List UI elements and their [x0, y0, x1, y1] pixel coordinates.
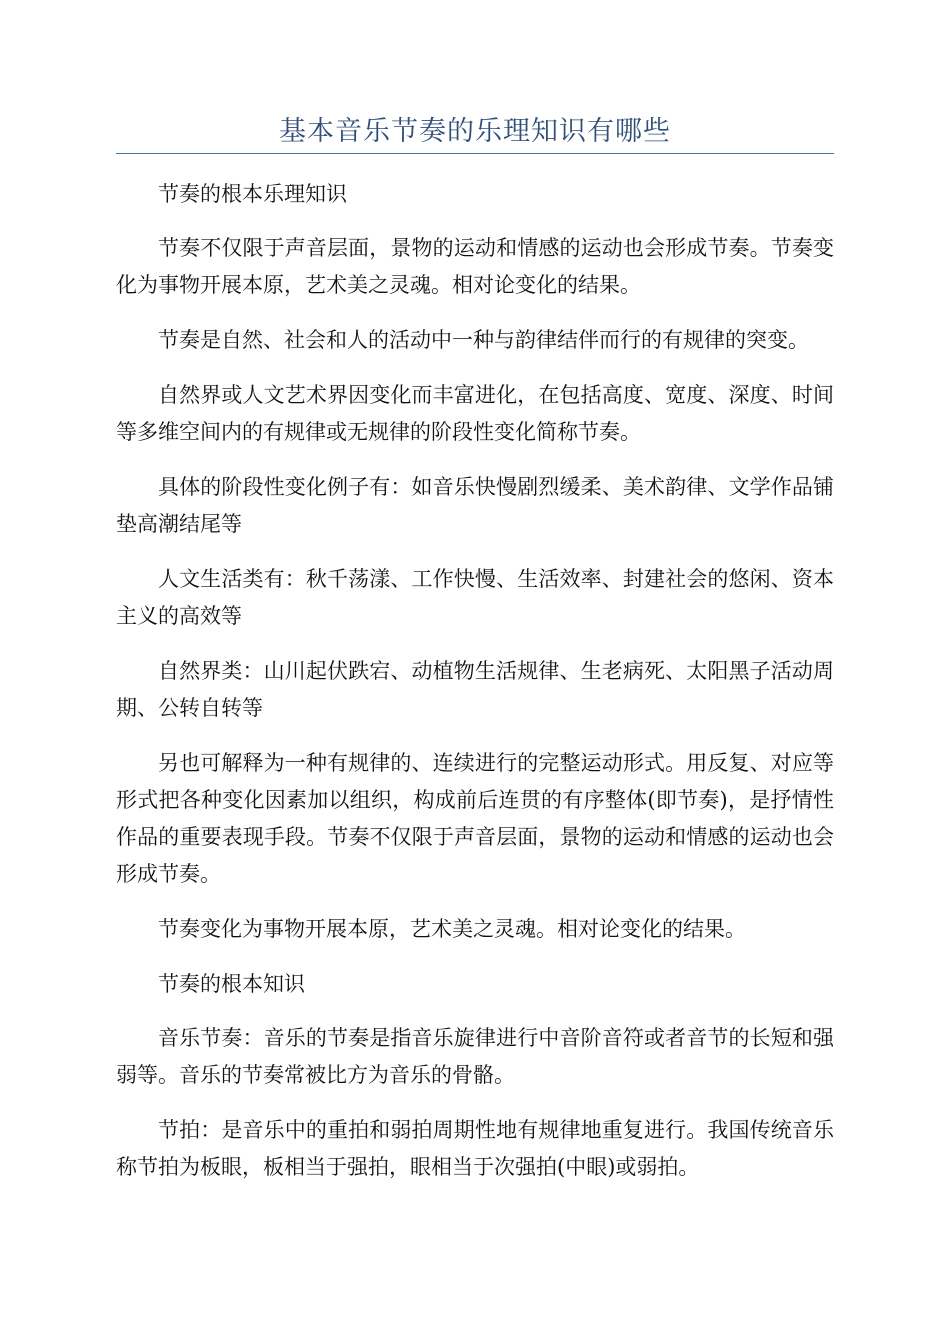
paragraph: 节拍：是音乐中的重拍和弱拍周期性地有规律地重复进行。我国传统音乐称节拍为板眼，板相当于强拍，眼相当于次强拍(中眼)或弱拍。	[116, 1118, 834, 1179]
paragraph: 另也可解释为一种有规律的、连续进行的完整运动形式。用反复、对应等形式把各种变化因素加以组织，构成前后连贯的有序整体(即节奏)，是抒情性作品的重要表现手段。节奏不仅限于声音层面，景物的运动和情感的运动也会形成节奏。	[116, 751, 834, 886]
paragraph: 节奏是自然、社会和人的活动中一种与韵律结伴而行的有规律的突变。	[158, 328, 809, 352]
paragraph: 节奏不仅限于声音层面，景物的运动和情感的运动也会形成节奏。节奏变化为事物开展本原，艺术美之灵魂。相对论变化的结果。	[116, 236, 834, 297]
section-heading: 节奏的根本乐理知识	[158, 182, 347, 206]
paragraph: 具体的阶段性变化例子有：如音乐快慢剧烈缓柔、美术韵律、文学作品铺垫高潮结尾等	[116, 475, 834, 536]
document-body	[116, 176, 834, 1204]
title-underline	[116, 153, 834, 154]
paragraph: 人文生活类有：秋千荡漾、工作快慢、生活效率、封建社会的悠闲、资本主义的高效等	[116, 567, 834, 628]
paragraph: 音乐节奏：音乐的节奏是指音乐旋律进行中音阶音符或者音节的长短和强弱等。音乐的节奏常被比方为音乐的骨骼。	[116, 1026, 834, 1087]
paragraph: 自然界或人文艺术界因变化而丰富进化，在包括高度、宽度、深度、时间等多维空间内的有规律或无规律的阶段性变化简称节奏。	[116, 383, 834, 444]
document-title: 基本音乐节奏的乐理知识有哪些	[279, 116, 671, 147]
section-heading: 节奏的根本知识	[158, 972, 305, 996]
paragraph: 自然界类：山川起伏跌宕、动植物生活规律、生老病死、太阳黑子活动周期、公转自转等	[116, 659, 834, 720]
paragraph: 节奏变化为事物开展本原，艺术美之灵魂。相对论变化的结果。	[158, 917, 746, 941]
